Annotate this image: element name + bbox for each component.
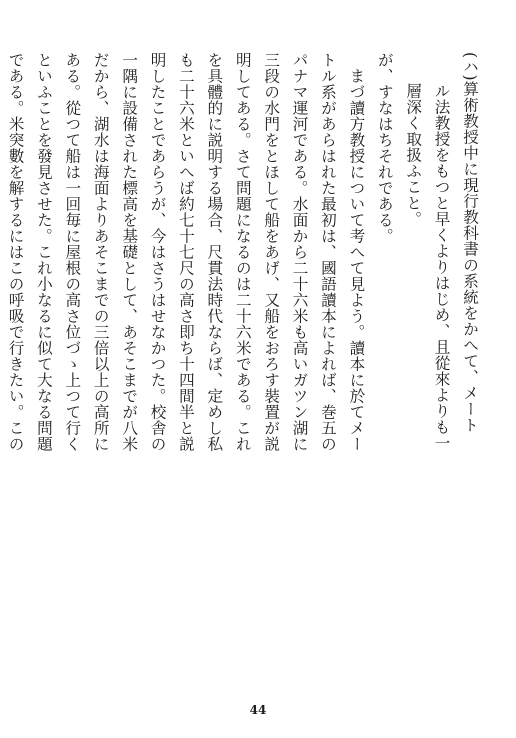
vertical-text-body: [0, 52, 484, 692]
text-line: 層深く取扱ふこと。: [404, 83, 423, 227]
text-line: [0, 52, 1, 692]
text-line: だから、湖水は海面よりあそこまでの三倍以上の高所に: [91, 52, 110, 452]
text-line: が、すなはちそれである。: [375, 52, 394, 244]
text-line: まづ讀方教授について考へて見よう。讀本に於てメー: [347, 67, 366, 452]
text-line: ある。從つて船は一回毎に屋根の高さ位づゝ上つて行く: [63, 52, 82, 452]
text-line: (ハ)算術教授中に現行教科書の系統をかへて、メート: [461, 52, 479, 433]
text-line: トル系があらはれた最初は、國語讀本によれば、巻五の: [318, 52, 337, 452]
text-line: といふことを發見させた。これ小なるに似て大なる問題: [34, 52, 53, 452]
text-line: を具體的に説明する場合、尺貫法時代ならば、定めし私: [205, 52, 224, 452]
text-line: 三段の水門をとほして船をあげ、又船をおろす裝置が説: [262, 52, 281, 452]
text-line: パナマ運河である。水面から二十六米も高いガツン湖に: [290, 52, 309, 452]
text-line: である。米突數を解するにはこの呼吸で行きたい。この: [6, 52, 25, 452]
text-line: 明してある。さて問題になるのは二十六米である。これ: [233, 52, 252, 452]
text-line: ル法教授をもつと早くよりはじめ、且從來よりも一: [432, 83, 451, 451]
page-number: 44: [249, 703, 267, 717]
text-line: 一隅に設備された標高を基礎として、あそこまでが八米: [120, 52, 139, 452]
text-line: 明したことであらうが、今はさうはせなかつた。校舎の: [148, 52, 167, 452]
text-line: も二十六米といへば約七十七尺の高さ即ち十四間半と説: [176, 52, 195, 452]
